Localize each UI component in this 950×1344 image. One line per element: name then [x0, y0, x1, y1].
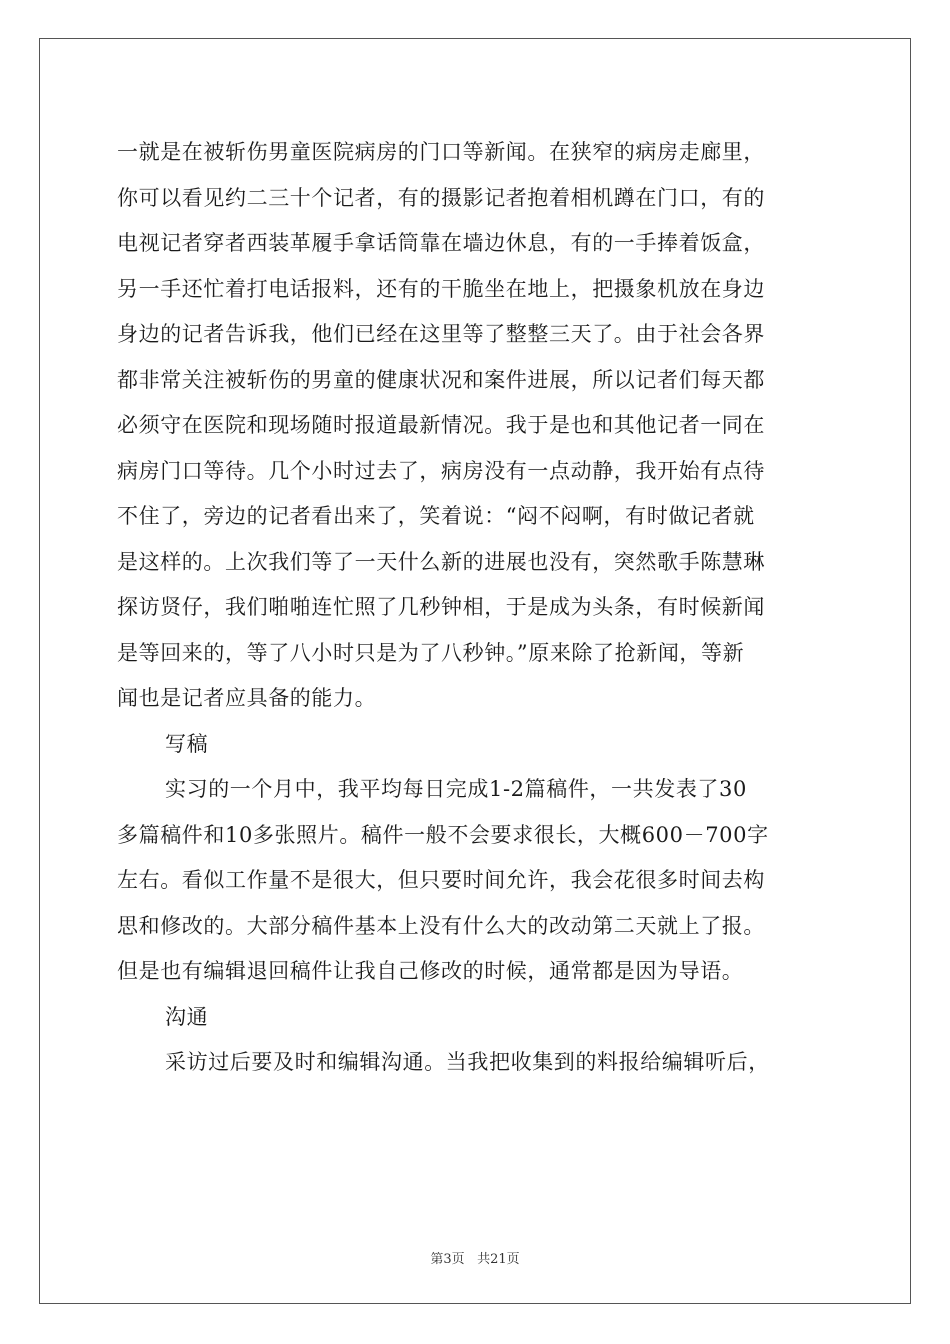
text-line: 左右。看似工作量不是很大，但只要时间允许，我会花很多时间去构: [117, 868, 765, 892]
text-line: 是这样的。上次我们等了一天什么新的进展也没有，突然歌手陈慧琳: [117, 549, 765, 574]
text-line: 采访过后要及时和编辑沟通。当我把收集到的料报给编辑听后，: [165, 1050, 770, 1074]
text-line: 多篇稿件和10多张照片。稿件一般不会要求很长，大概600－700字: [117, 822, 769, 847]
text-line: 思和修改的。大部分稿件基本上没有什么大的改动第二天就上了报。: [117, 913, 765, 938]
document-body: [117, 130, 835, 1086]
text-line: 实习的一个月中，我平均每日完成1-2篇稿件，一共发表了30: [165, 777, 747, 801]
page-number: 第3页: [430, 1252, 465, 1267]
text-line: 一就是在被斩伤男童医院病房的门口等新闻。在狭窄的病房走廊里，: [117, 140, 765, 164]
text-line: 探访贤仔，我们啪啪连忙照了几秒钟相，于是成为头条，有时候新闻: [117, 595, 765, 619]
text-line: 身边的记者告诉我，他们已经在这里等了整整三天了。由于社会各界: [117, 322, 765, 346]
text-line: 病房门口等待。几个小时过去了，病房没有一点动静，我开始有点待: [117, 458, 765, 483]
text-line: 都非常关注被斩伤的男童的健康状况和案件进展，所以记者们每天都: [117, 367, 765, 392]
text-line: 必须守在医院和现场随时报道最新情况。我于是也和其他记者一同在: [117, 413, 765, 437]
text-line: 你可以看见约二三十个记者，有的摄影记者抱着相机蹲在门口，有的: [117, 185, 765, 210]
section-heading-writing: 写稿: [165, 731, 209, 756]
section-heading-communication: 沟通: [165, 1004, 209, 1029]
text-line: 是等回来的，等了八小时只是为了八秒钟。”原来除了抢新闻，等新: [117, 640, 745, 665]
text-line: 电视记者穿者西装革履手拿话筒靠在墙边休息，有的一手捧着饭盒，: [117, 231, 765, 255]
text-line: 闻也是记者应具备的能力。: [117, 686, 377, 710]
text-line: 但是也有编辑退回稿件让我自己修改的时候，通常都是因为导语。: [117, 959, 744, 983]
text-line: 不住了，旁边的记者看出来了，笑着说：“闷不闷啊，有时做记者就: [117, 504, 755, 528]
page-footer: [0, 1248, 950, 1267]
text-line: 另一手还忙着打电话报料，还有的干脆坐在地上，把摄象机放在身边: [117, 276, 765, 301]
page-total: 共21页: [477, 1252, 520, 1267]
